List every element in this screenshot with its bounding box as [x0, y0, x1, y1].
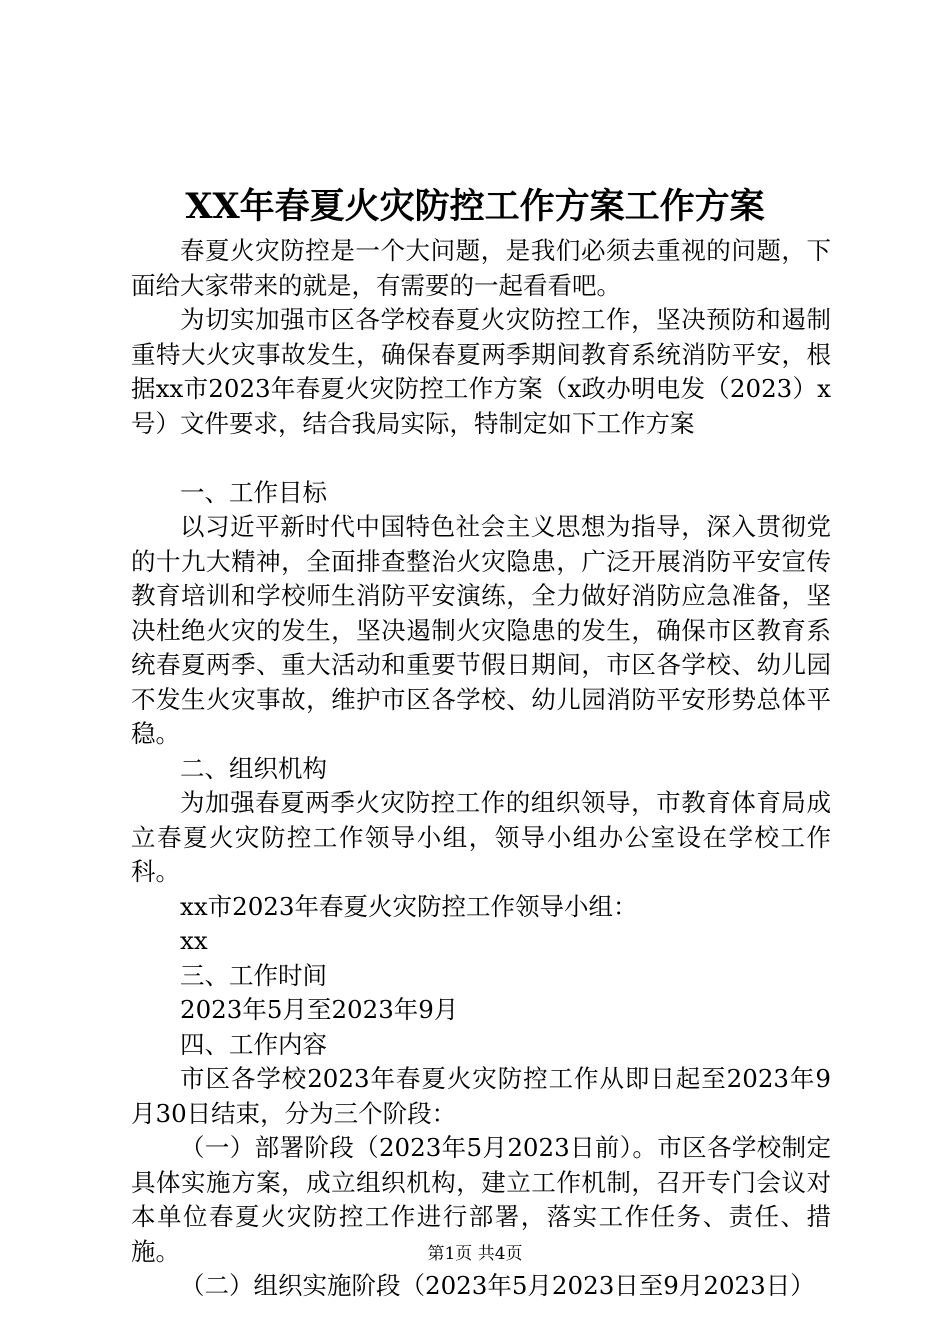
page-footer: 第1页 共4页	[427, 1244, 523, 1264]
organization-paragraph: 为加强春夏两季火灾防控工作的组织领导，市教育体育局成立春夏火灾防控工作领导小组，领导小组办公室设在学校工作科。	[131, 788, 831, 886]
leadership-group-label: xx市2023年春夏火灾防控工作领导小组：	[180, 891, 638, 921]
work-time-range: 2023年5月至2023年9月	[180, 995, 459, 1024]
section-heading-goals: 一、工作目标	[180, 477, 327, 507]
document-body	[131, 234, 831, 1304]
section-heading-organization: 二、组织机构	[180, 753, 327, 783]
phase-one-paragraph: （一）部署阶段（2023年5月2023日前）。市区各学校制定具体实施方案，成立组织机构，建立工作机制，召开专门会议对本单位春夏火灾防控工作进行部署，落实工作任务、责任、措施。	[131, 1133, 831, 1266]
phase-two-paragraph: （二）组织实施阶段（2023年5月2023日至9月2023日）	[180, 1271, 815, 1300]
purpose-paragraph: 为切实加强市区各学校春夏火灾防控工作，坚决预防和遏制重特大火灾事故发生，确保春夏两季期间教育系统消防平安，根据xx市2023年春夏火灾防控工作方案（x政办明电发（2023）x号）文件要求，结合我局实际，特制定如下工作方案	[131, 305, 831, 438]
intro-paragraph: 春夏火灾防控是一个大问题，是我们必须去重视的问题，下面给大家带来的就是，有需要的一起看看吧。	[131, 236, 831, 300]
leadership-group-members: xx	[180, 926, 208, 955]
section-heading-content: 四、工作内容	[180, 1029, 327, 1059]
document-title: XX年春夏火灾防控工作方案工作方案	[185, 186, 765, 227]
content-intro-paragraph: 市区各学校2023年春夏火灾防控工作从即日起至2023年9月30日结束，分为三个阶段：	[131, 1064, 831, 1128]
section-heading-time: 三、工作时间	[180, 960, 327, 990]
goals-paragraph: 以习近平新时代中国特色社会主义思想为指导，深入贯彻党的十九大精神，全面排查整治火灾隐患，广泛开展消防平安宣传教育培训和学校师生消防平安演练，全力做好消防应急准备，坚决杜绝火灾的发生，坚决遏制火灾隐患的发生，确保市区教育系统春夏两季、重大活动和重要节假日期间，市区各学校、幼儿园不发生火灾事故，维护市区各学校、幼儿园消防平安形势总体平稳。	[131, 512, 831, 748]
